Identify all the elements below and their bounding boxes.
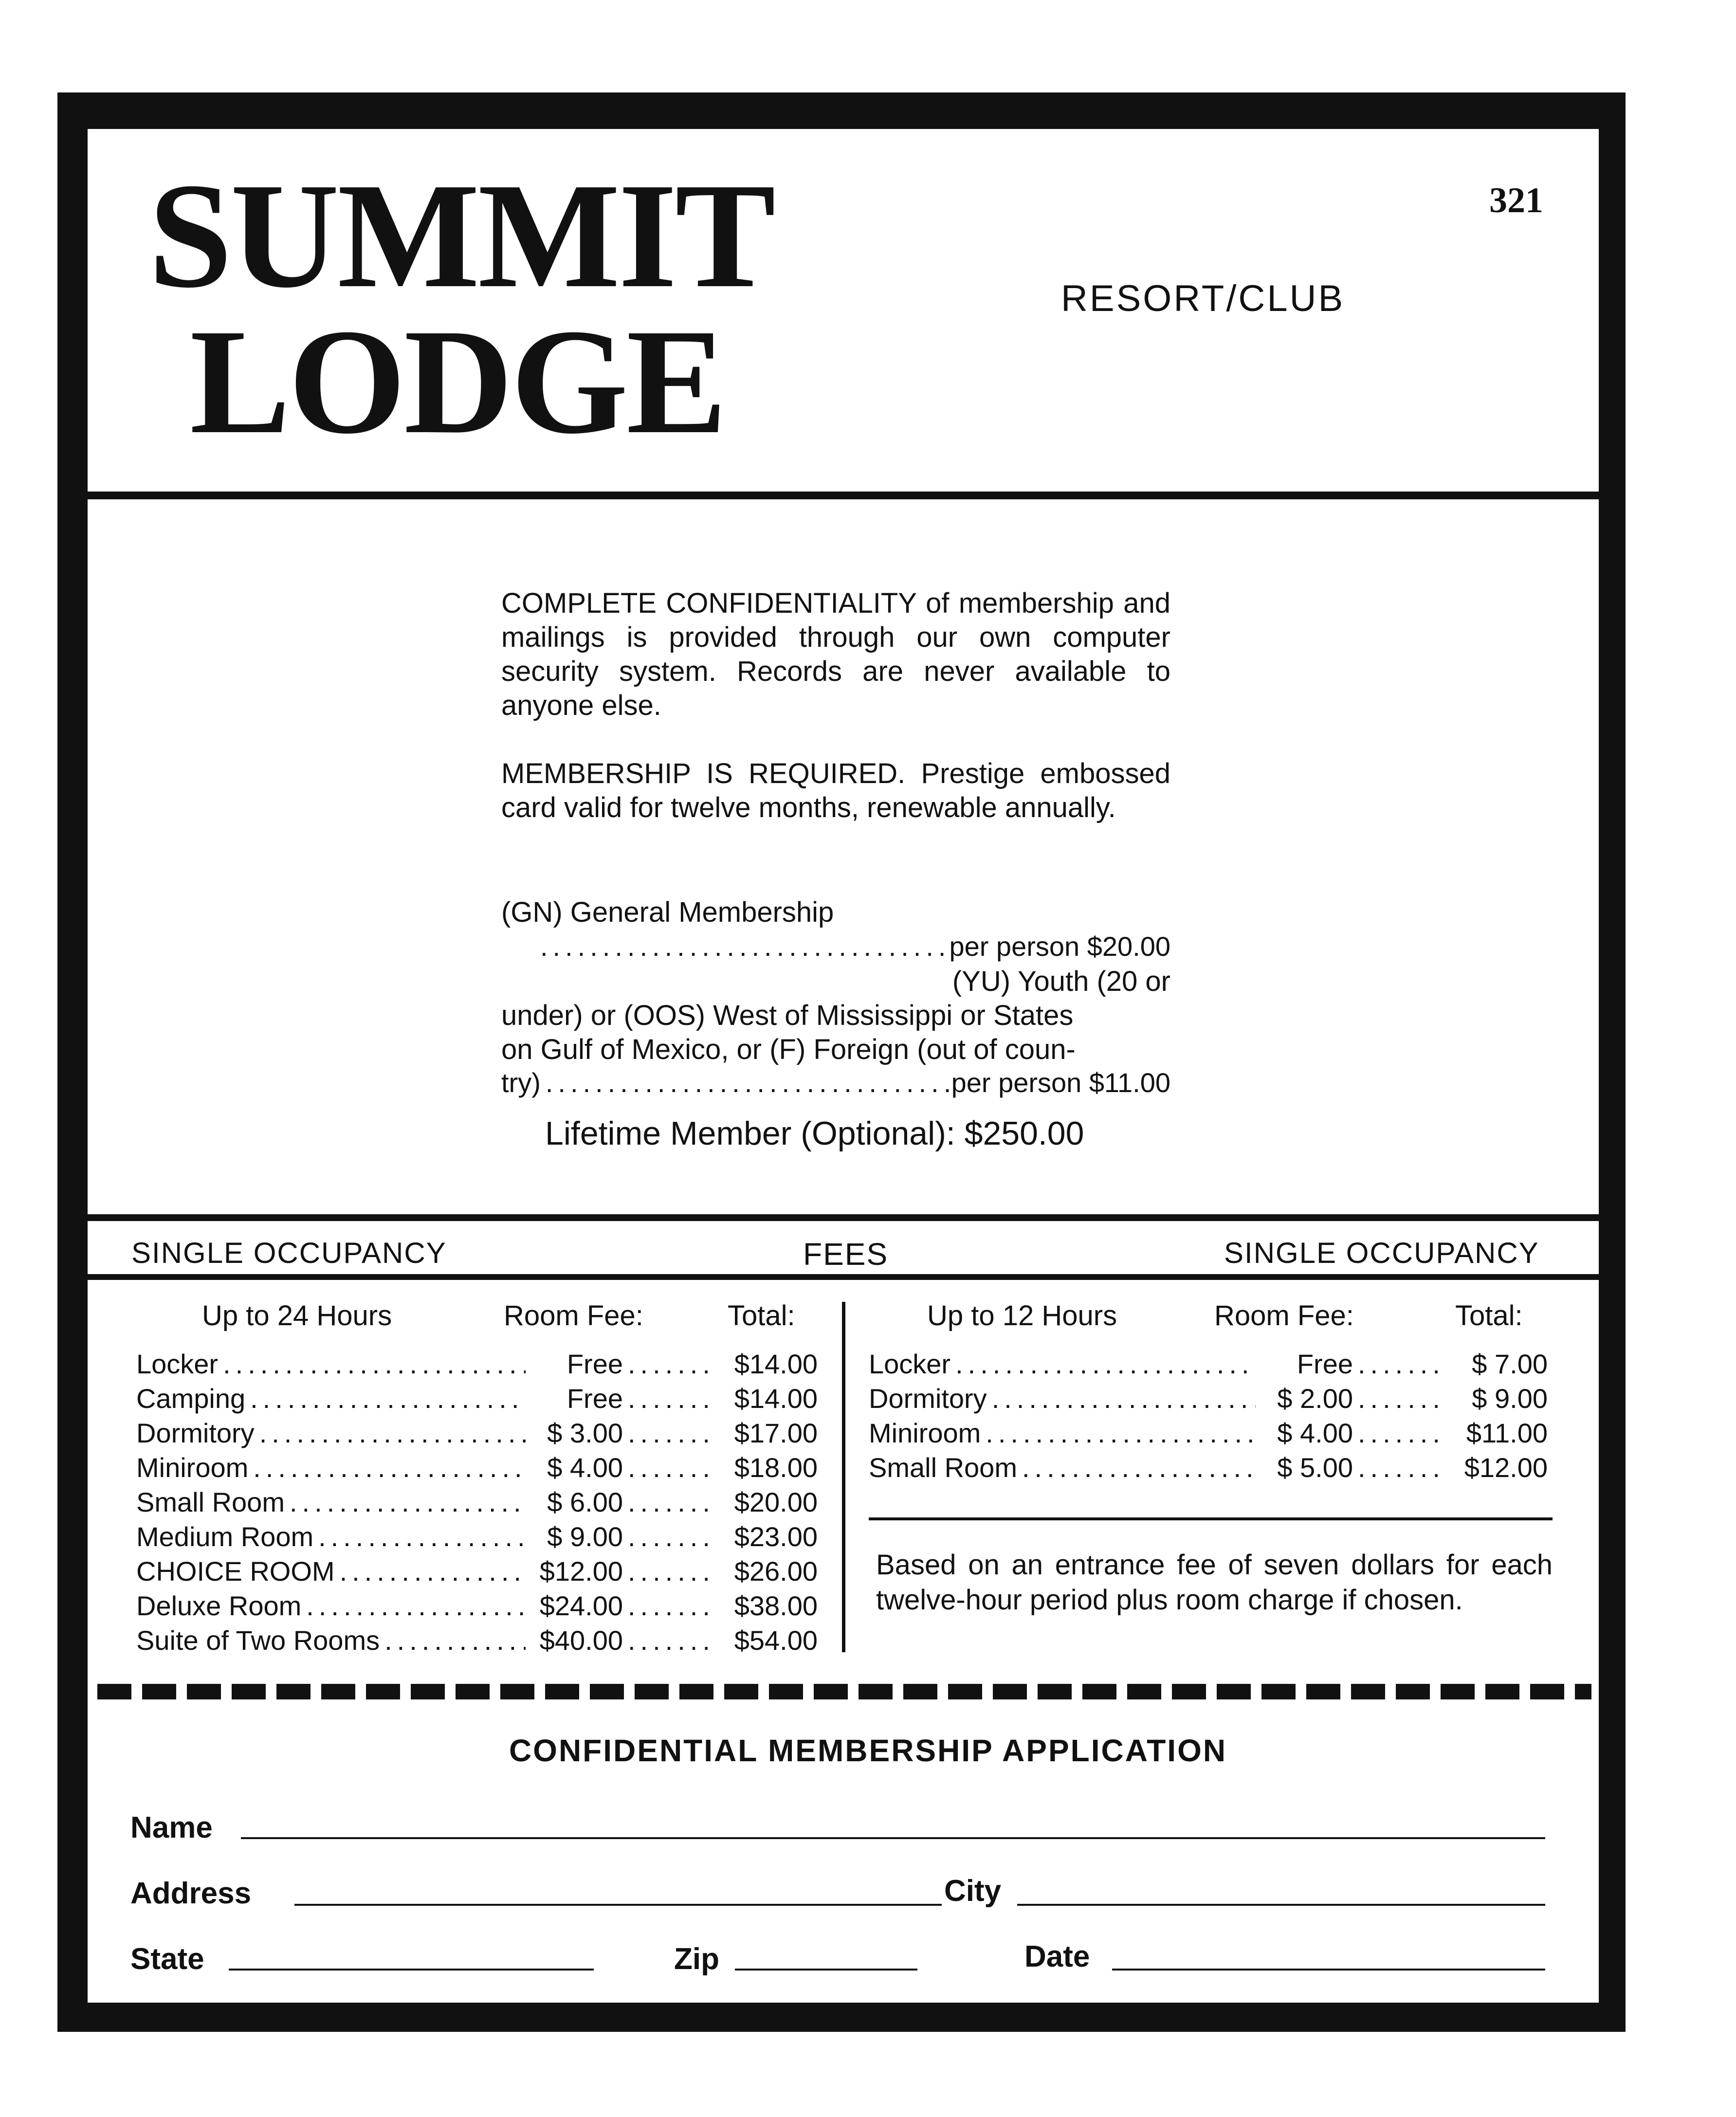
- leader-dots: [218, 1348, 526, 1380]
- room-fee: Free: [1297, 1349, 1353, 1379]
- lifetime-membership: Lifetime Member (Optional): $250.00: [545, 1115, 1084, 1152]
- leader-dots: [623, 1486, 715, 1518]
- zip-field[interactable]: [735, 1969, 917, 1971]
- state-field[interactable]: [229, 1969, 594, 1971]
- cut-line: [97, 1684, 1591, 1699]
- leader-dots: [248, 1452, 526, 1483]
- address-label: Address: [130, 1877, 252, 1910]
- leader-dots: [981, 1417, 1256, 1449]
- general-membership-label: (GN) General Membership: [501, 896, 834, 928]
- leader-dots: [1353, 1348, 1445, 1380]
- room-total: $17.00: [734, 1418, 818, 1448]
- room-fee: $12.00: [539, 1556, 623, 1587]
- fees-band-top-line: [88, 1214, 1599, 1221]
- table-row: [136, 1417, 818, 1449]
- room-fee: Free: [566, 1383, 623, 1414]
- leader-dots: [380, 1624, 526, 1656]
- table-row: [869, 1348, 1548, 1380]
- leader-dots: [623, 1555, 715, 1587]
- room-name: Medium Room: [136, 1521, 314, 1552]
- room-total: $14.00: [734, 1383, 818, 1414]
- room-name: CHOICE ROOM: [136, 1556, 335, 1587]
- leader-dots: [1353, 1383, 1445, 1414]
- leader-dots: [285, 1486, 526, 1518]
- room-total: $26.00: [734, 1556, 818, 1587]
- room-fee: $ 2.00: [1277, 1383, 1353, 1414]
- leader-dots: [541, 1067, 951, 1098]
- fees-band-left: SINGLE OCCUPANCY: [131, 1237, 447, 1269]
- page-number: 321: [1489, 181, 1543, 220]
- note-divider: [869, 1517, 1553, 1520]
- name-field[interactable]: [241, 1837, 1545, 1839]
- room-fee: $ 4.00: [1277, 1418, 1353, 1448]
- room-name: Locker: [136, 1349, 219, 1379]
- leader-dots: [301, 1590, 526, 1622]
- room-name: Locker: [869, 1349, 951, 1379]
- leader-dots: [335, 1555, 526, 1587]
- youth-price: per person $11.00: [951, 1067, 1170, 1098]
- leader-dots: [313, 1521, 526, 1552]
- table24-header-total: Total:: [728, 1300, 795, 1332]
- leader-dots: [623, 1452, 715, 1483]
- room-fee: $40.00: [539, 1625, 623, 1656]
- leader-dots: [987, 1383, 1256, 1414]
- youth-line-4: try): [501, 1067, 541, 1098]
- leader-dots: [623, 1624, 715, 1656]
- leader-dots: [623, 1383, 715, 1414]
- room-total: $18.00: [734, 1452, 818, 1483]
- leader-dots: [950, 1348, 1256, 1380]
- name-label: Name: [130, 1811, 213, 1844]
- room-name: Miniroom: [869, 1418, 981, 1448]
- leader-dots: [1353, 1452, 1445, 1483]
- membership-paragraph: MEMBERSHIP IS REQUIRED. Prestige embossed card valid for twelve months, renewable annually.: [501, 758, 1170, 823]
- date-field[interactable]: [1112, 1969, 1545, 1971]
- table-row: [869, 1417, 1548, 1449]
- room-name: Camping: [136, 1383, 246, 1414]
- subtitle: RESORT/CLUB: [1061, 278, 1345, 319]
- table12-header-period: Up to 12 Hours: [927, 1300, 1117, 1332]
- table12-header-total: Total:: [1455, 1300, 1523, 1332]
- general-price-row: [535, 931, 1170, 962]
- room-name: Dormitory: [136, 1418, 255, 1448]
- title-lodge: LODGE: [190, 298, 725, 465]
- room-fee: Free: [566, 1349, 623, 1379]
- table24-header-period: Up to 24 Hours: [202, 1300, 392, 1332]
- leader-dots: [255, 1417, 526, 1449]
- room-name: Suite of Two Rooms: [136, 1625, 380, 1656]
- table-row: [869, 1452, 1548, 1483]
- table-row: [136, 1521, 818, 1552]
- table12-header-fee: Room Fee:: [1214, 1300, 1354, 1332]
- city-label: City: [944, 1874, 1002, 1908]
- leader-dots: [623, 1590, 715, 1622]
- leader-dots: [1353, 1417, 1445, 1449]
- title-summit: SUMMIT: [148, 152, 774, 319]
- confidentiality-paragraph: COMPLETE CONFIDENTIALITY of membership and mailings is provided through our own computer security system. Records are never available to anyone else.: [501, 587, 1170, 721]
- zip-label: Zip: [674, 1942, 719, 1976]
- table-row: [136, 1452, 818, 1483]
- leader-dots: [535, 931, 949, 962]
- leader-dots: [245, 1383, 526, 1414]
- room-name: Dormitory: [869, 1383, 987, 1414]
- table-row: [136, 1624, 818, 1656]
- entrance-fee-note: Based on an entrance fee of seven dollars for each twelve-hour period plus room charge if chosen.: [876, 1549, 1553, 1616]
- fees-band-bottom-line: [88, 1274, 1599, 1280]
- general-price: per person $20.00: [949, 931, 1170, 962]
- fees-band-right: SINGLE OCCUPANCY: [1224, 1237, 1539, 1269]
- application-title: CONFIDENTIAL MEMBERSHIP APPLICATION: [509, 1733, 1227, 1768]
- date-label: Date: [1024, 1940, 1090, 1973]
- youth-price-row: [501, 1067, 1170, 1098]
- header-divider: [88, 492, 1599, 499]
- youth-line-3: on Gulf of Mexico, or (F) Foreign (out of coun-: [501, 1034, 1076, 1065]
- leader-dots: [623, 1417, 715, 1449]
- room-total: $11.00: [1466, 1418, 1548, 1448]
- table24-header-fee: Room Fee:: [504, 1300, 643, 1332]
- address-field[interactable]: [294, 1904, 942, 1906]
- youth-line-1: (YU) Youth (20 or: [952, 966, 1170, 997]
- room-total: $20.00: [734, 1487, 818, 1517]
- room-fee: $ 4.00: [547, 1452, 623, 1483]
- state-label: State: [130, 1942, 204, 1976]
- fees-band-center: FEES: [803, 1237, 889, 1272]
- room-name: Miniroom: [136, 1452, 249, 1483]
- room-total: $ 7.00: [1472, 1349, 1548, 1379]
- leader-dots: [623, 1521, 715, 1552]
- room-fee: $ 6.00: [547, 1487, 623, 1517]
- table-row: [136, 1590, 818, 1622]
- table-row: [869, 1383, 1548, 1414]
- room-total: $54.00: [734, 1625, 818, 1656]
- table-row: [136, 1486, 818, 1518]
- room-fee: $ 9.00: [547, 1521, 623, 1552]
- city-field[interactable]: [1017, 1904, 1545, 1906]
- room-name: Small Room: [869, 1452, 1017, 1483]
- room-name: Small Room: [136, 1487, 285, 1517]
- room-total: $14.00: [734, 1349, 818, 1379]
- youth-line-2: under) or (OOS) West of Mississippi or States: [501, 1000, 1074, 1031]
- room-total: $23.00: [734, 1521, 818, 1552]
- table-divider: [842, 1302, 845, 1652]
- leader-dots: [623, 1348, 715, 1380]
- room-fee: $24.00: [539, 1590, 623, 1621]
- room-fee: $ 5.00: [1277, 1452, 1353, 1483]
- room-total: $12.00: [1464, 1452, 1548, 1483]
- room-total: $38.00: [734, 1590, 818, 1621]
- room-fee: $ 3.00: [547, 1418, 623, 1448]
- room-total: $ 9.00: [1472, 1383, 1548, 1414]
- table-row: [136, 1555, 818, 1587]
- table-row: [136, 1383, 818, 1414]
- leader-dots: [1017, 1452, 1256, 1483]
- room-name: Deluxe Room: [136, 1590, 302, 1621]
- table-row: [136, 1348, 818, 1380]
